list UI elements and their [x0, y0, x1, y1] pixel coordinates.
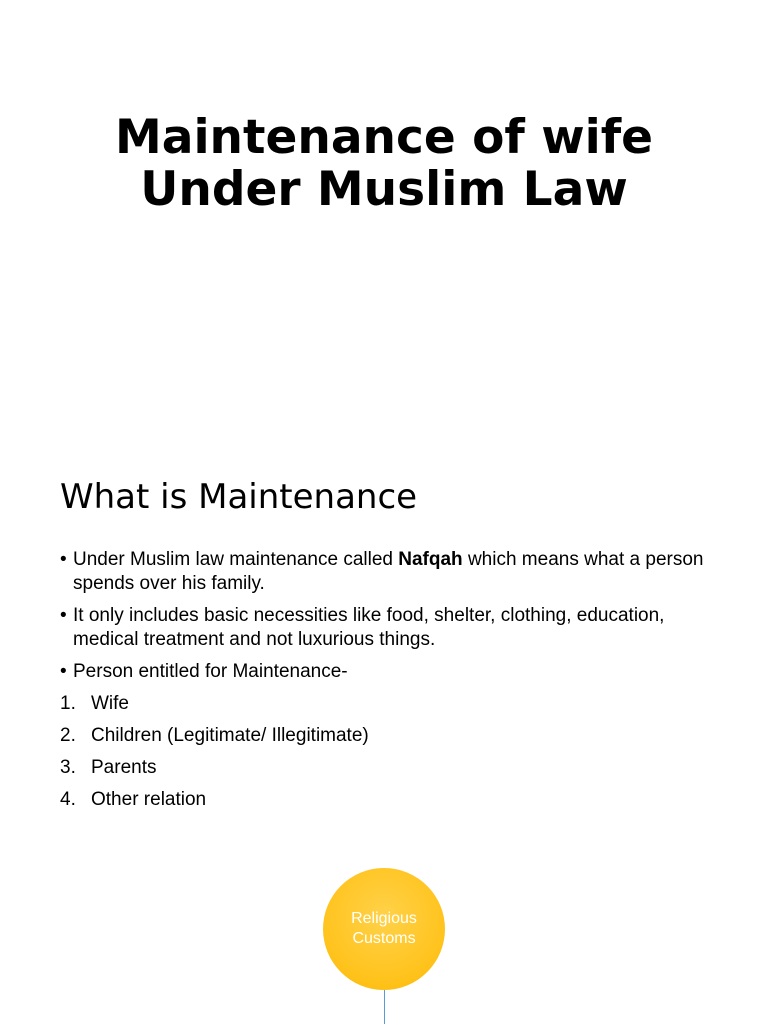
title-slide	[0, 0, 768, 440]
numbered-item-2	[60, 724, 720, 748]
diagram-slide	[0, 840, 768, 1024]
node-connector-line	[384, 990, 385, 1024]
list-item-text: Parents	[91, 757, 157, 778]
body-text	[60, 548, 720, 820]
bullet-text-before: Under Muslim law maintenance called	[73, 549, 399, 570]
list-number: 3.	[60, 757, 76, 778]
list-item-text: Children (Legitimate/ Illegitimate)	[91, 725, 369, 746]
section-heading: What is Maintenance	[60, 477, 418, 517]
list-number: 2.	[60, 725, 76, 746]
main-title-line-1: Maintenance of wife	[114, 110, 654, 165]
list-number: 4.	[60, 789, 76, 810]
bullet-item-2: • It only includes basic necessities like food, shelter, clothing, education, medical treatment and not luxurious things.	[60, 604, 720, 652]
bullet-item-3: • Person entitled for Maintenance-	[60, 660, 720, 684]
religious-customs-node	[323, 868, 445, 990]
numbered-item-1	[60, 692, 720, 716]
bullet-text-after: which means what a person spends over his family.	[73, 549, 704, 594]
node-label: Religious Customs	[351, 910, 417, 947]
list-item-text: Wife	[91, 693, 129, 714]
main-title-line-2: Under Muslim Law	[140, 162, 628, 217]
content-slide	[0, 440, 768, 840]
main-title	[0, 112, 768, 216]
numbered-item-3	[60, 756, 720, 780]
list-item-text: Other relation	[91, 789, 207, 810]
bullet-bold-term: Nafqah	[398, 549, 463, 570]
bullet-item-1	[60, 548, 720, 596]
list-number: 1.	[60, 693, 76, 714]
numbered-item-4	[60, 788, 720, 812]
